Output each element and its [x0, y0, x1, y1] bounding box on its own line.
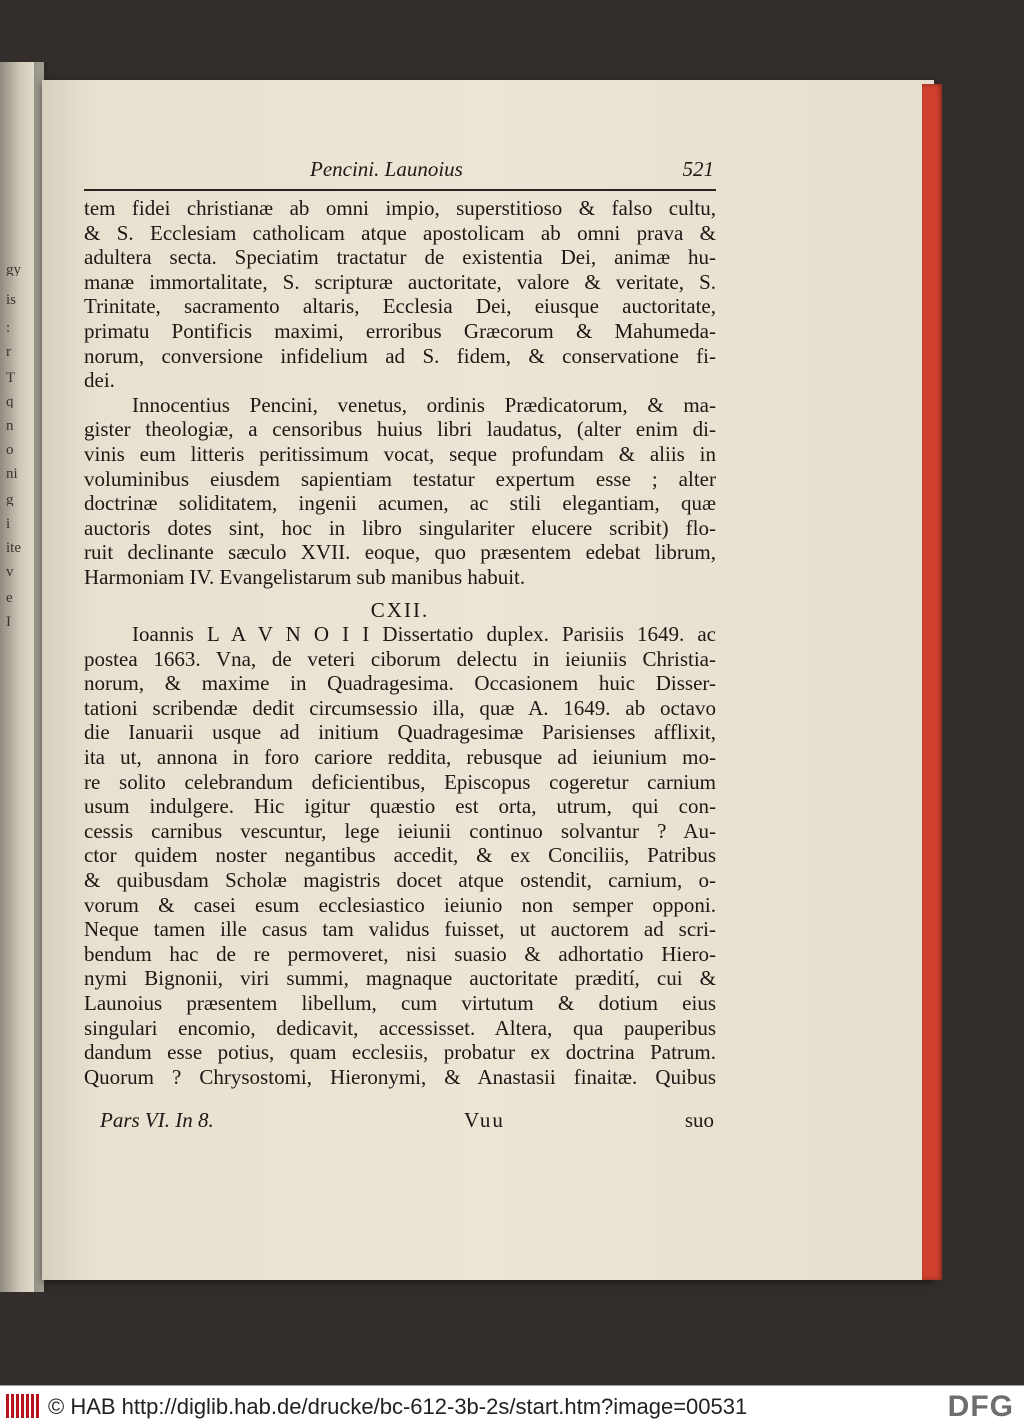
text-line: tationi scribendæ dedit circumsessio illa, quæ A. 1649. ab octavo — [84, 695, 716, 720]
text-line: re solito celebrandum deficientibus, Episcopus cogeretur carnium — [84, 769, 716, 794]
text-line: dandum esse potius, quam ecclesiis, probatur ex doctrina Patrum. — [84, 1040, 716, 1065]
text-line: cessis carnibus vescuntur, lege ieiunii continuo solvantur ? Au- — [84, 818, 716, 843]
text-line: nymi Bignonii, viri summi, magnaque auctoritate prædití, cui & — [84, 966, 716, 991]
text-line: Trinitate, sacramento altaris, Ecclesia Dei, eiusque auctoritate, — [84, 294, 716, 319]
running-head-title: Pencini. Launoius — [310, 157, 463, 181]
header-rule — [84, 189, 716, 191]
text-line: & S. Ecclesiam catholicam atque apostolicam ab omni prava & — [84, 220, 716, 245]
prev-page-fragment: g — [6, 492, 14, 506]
page-number: 521 — [682, 157, 714, 181]
prev-page-fragment: T — [6, 370, 16, 384]
text-line: vinis eum litteris peritissimum vocat, seque profundam & aliis in — [84, 441, 716, 466]
text-line: Neque tamen ille casus tam validus fuisset, ut auctorem ad scri- — [84, 917, 716, 942]
dfg-logo: DFG — [947, 1390, 1014, 1423]
section-heading: CXII. — [370, 597, 430, 622]
text-line: bendum hac de re permoveret, nisi suasio & adhortatio Hiero- — [84, 941, 716, 966]
text-line: ruit declinante sæculo XVII. eoque, quo præsentem edebat librum, — [84, 540, 716, 565]
text-line: singulari encomio, dedicavit, accessisset. Altera, qua pauperibus — [84, 1015, 716, 1040]
prev-page-fragment: r — [6, 344, 11, 358]
text-line: norum, & maxime in Quadragesima. Occasionem huic Disser- — [84, 671, 716, 696]
prev-page-fragment: q — [6, 394, 14, 408]
text-line: Launoius præsentem libellum, cum virtutum & dotium eius — [84, 991, 716, 1015]
text-line: vorum & casei esum ecclesiastico ieiunio non semper opponi. — [84, 892, 716, 917]
text-line: manæ immortalitate, S. scripturæ auctoritate, valore & veritate, S. — [84, 269, 716, 294]
text-line: norum, conversione infidelium ad S. fidem, & conservatione fi- — [84, 343, 716, 368]
text-line: primatu Pontificis maximi, erroribus Græcorum & Mahumeda- — [84, 318, 716, 343]
prev-page-fragment: I — [6, 614, 11, 628]
signature-line: Pars VI. In 8. — [100, 1108, 214, 1132]
prev-page-fragment: i — [6, 516, 11, 530]
text-line: die Ianuarii usque ad initium Quadragesimæ Parisienses afflixit, — [84, 720, 716, 745]
text-line: doctrinæ soliditatem, ingenii acumen, ac stili elegantiam, quæ — [84, 491, 716, 516]
credit-link[interactable]: © HAB http://diglib.hab.de/drucke/bc-612-3b-2s/start.htm?image=00531 — [48, 1394, 748, 1419]
text-line: gister theologiæ, a censoribus huius libri laudatus, (alter enim di- — [84, 417, 716, 442]
prev-page-fragment: e — [6, 590, 13, 604]
text-line: voluminibus eiusdem sapientiam testatur expertum esse ; alter — [84, 466, 716, 491]
prev-page-fragment: v — [6, 564, 14, 578]
credit-bar — [0, 1385, 1024, 1425]
catchword: suo — [684, 1108, 714, 1132]
red-page-edge — [922, 84, 942, 1280]
prev-page-fragment: ni — [6, 466, 18, 480]
prev-page-fragment: ite — [6, 540, 21, 554]
running-head — [84, 155, 714, 187]
text-line: adultera secta. Speciatim tractatur de existentia Dei, animæ hu- — [84, 245, 716, 270]
signature-mark: Vuu — [464, 1108, 505, 1132]
text-line: postea 1663. Vna, de veteri ciborum delectu in ieiuniis Christia- — [84, 646, 716, 671]
page-footer — [100, 1108, 714, 1136]
barcode-icon — [6, 1394, 40, 1418]
prev-page-fragment: gy — [6, 262, 21, 276]
prev-page-fragment: o — [6, 442, 14, 456]
text-line: ctor quidem noster negantibus accedit, & ex Conciliis, Patribus — [84, 843, 716, 868]
prev-page-fragment: : — [6, 320, 11, 334]
page-text — [84, 196, 716, 1089]
text-line: dei. — [84, 368, 115, 393]
text-line: & quibusdam Scholæ magistris docet atque ostendit, carnium, o- — [84, 868, 716, 893]
prev-page-fragment: n — [6, 418, 14, 432]
prev-page-fragment: is — [6, 292, 17, 306]
text-line: Ioannis L A V N O I I Dissertatio duplex. Parisiis 1649. ac — [132, 622, 716, 647]
text-line: ita ut, annona in foro cariore reddita, rebusque ad ieiunium mo- — [84, 745, 716, 770]
text-line: Quorum ? Chrysostomi, Hieronymi, & Anastasii finaitæ. Quibus — [84, 1064, 716, 1089]
text-line: tem fidei christianæ ab omni impio, superstitioso & falso cultu, — [84, 196, 716, 220]
text-line: Harmoniam IV. Evangelistarum sub manibus habuit. — [84, 564, 526, 589]
text-line: Innocentius Pencini, venetus, ordinis Prædicatorum, & ma- — [132, 392, 716, 417]
text-line: usum indulgere. Hic igitur quæstio est orta, utrum, qui con- — [84, 794, 716, 819]
text-line: auctoris dotes sint, hoc in libro singulariter elucere scribit) flo- — [84, 515, 716, 540]
